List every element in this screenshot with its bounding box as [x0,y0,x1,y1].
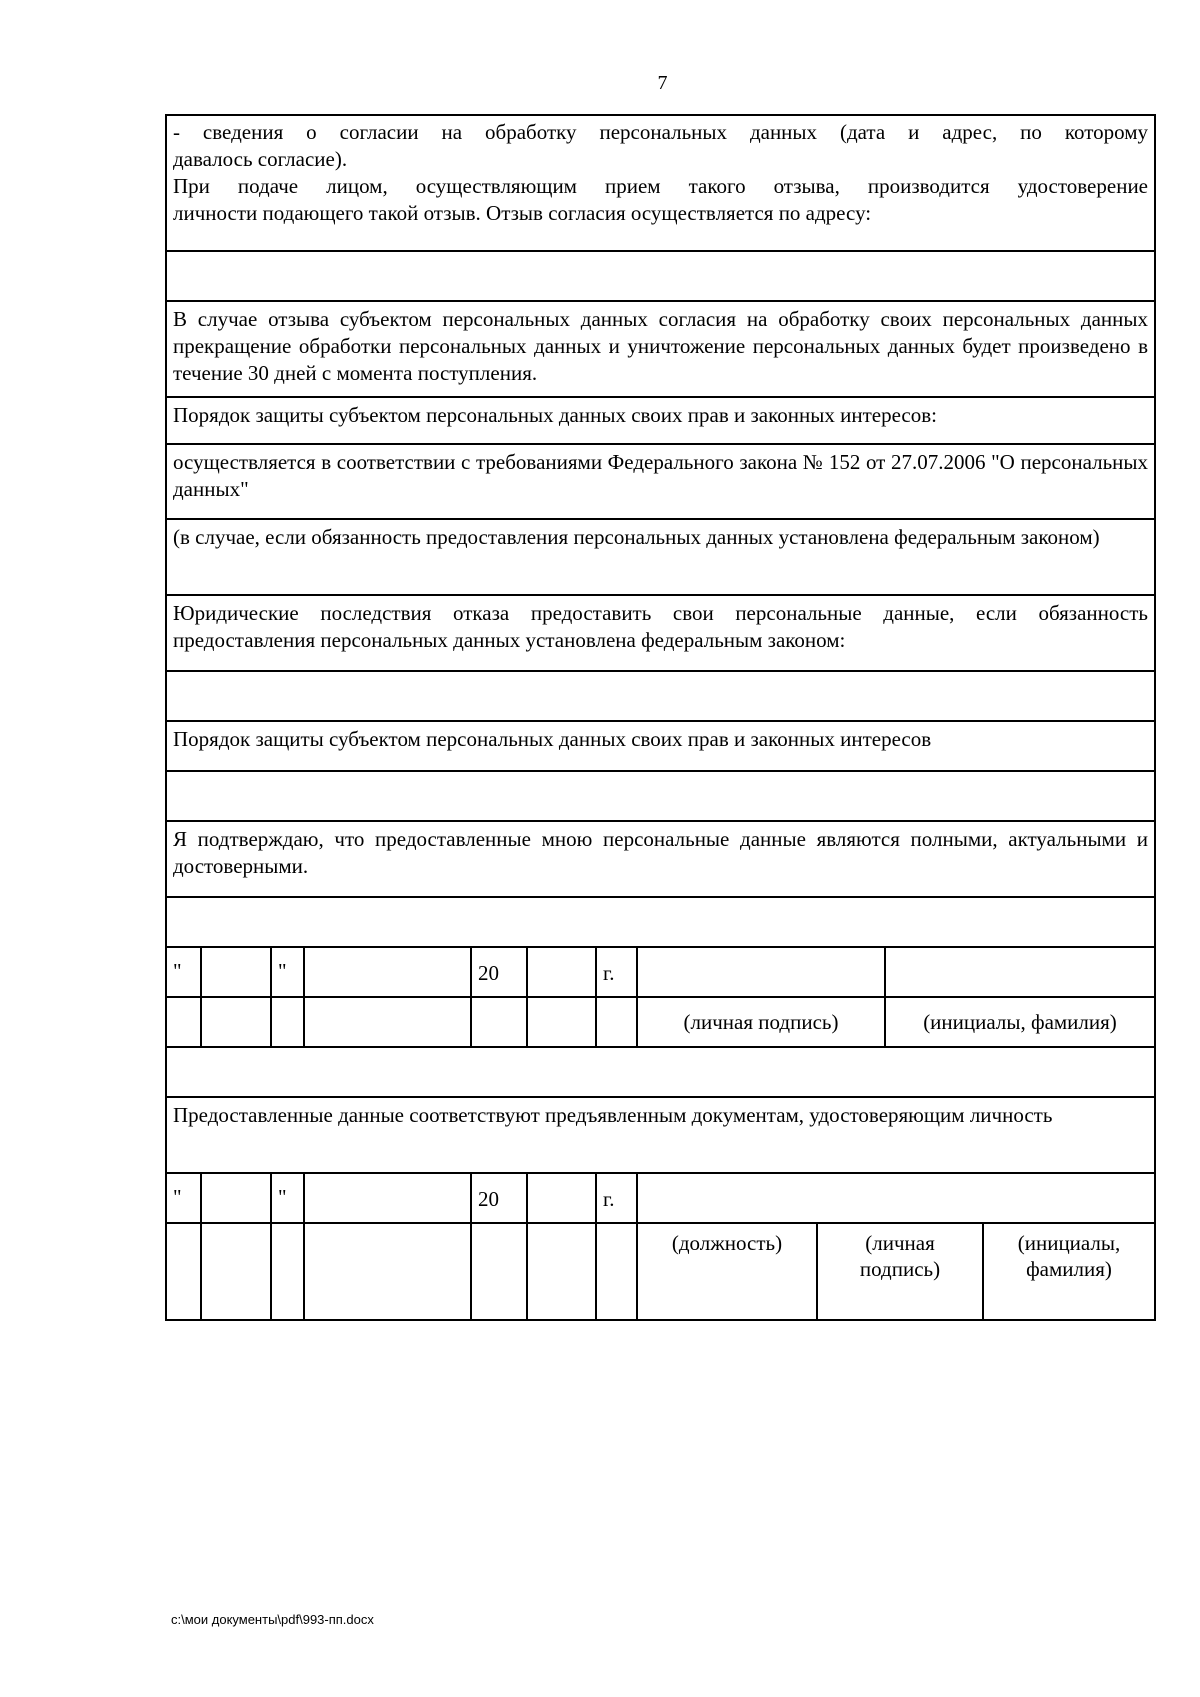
year-suffix-cell [595,1174,636,1321]
withdrawal-info-line: При подаче лицом, осуществляющим прием такого отзыва, производится удостоверение [173,174,1148,198]
year-suffix: г. [603,1187,615,1211]
consent-form-table [165,114,1156,1321]
blank-row [167,1046,1154,1096]
grid-row-divider [167,1222,1154,1224]
quote-close: " [278,1185,287,1209]
quote-open: " [173,959,182,983]
year-prefix: 20 [478,1187,499,1211]
day-field[interactable] [200,1174,270,1321]
withdrawal-info-line: личности подающего такой отзыв. Отзыв согласия осуществляется по адресу: [173,201,872,225]
name-cell [982,1224,1154,1321]
protection-procedure-field[interactable] [167,770,1154,820]
year-prefix-cell [470,1174,526,1321]
year-field[interactable] [526,1174,595,1321]
withdrawal-address-field[interactable] [167,250,1154,300]
name-label: (инициалы, фамилия) [923,1010,1117,1034]
protection-procedure-heading: Порядок защиты субъектом персональных данных своих прав и законных интересов: [167,396,1154,443]
signature-label: (личная подпись) [859,1231,941,1281]
quote-open: " [173,1185,182,1209]
federal-law-condition-text: (в случае, если обязанность предоставления персональных данных установлена федеральным законом) [167,518,1154,594]
applicant-signature-grid [167,946,1154,1046]
quote-close-cell [270,1174,303,1321]
refusal-consequences-field[interactable] [167,670,1154,720]
official-signature-grid [167,1172,1154,1321]
protection-procedure-label: Порядок защиты субъектом персональных данных своих прав и законных интересов [167,720,1154,770]
withdrawal-terms-text: В случае отзыва субъектом персональных данных согласия на обработку своих персональных данных прекращение обработки персональных данных и уничтожение персональных данных будет произведено в течение 30 дней с момента поступления. [167,300,1154,396]
quote-close: " [278,959,287,983]
year-suffix: г. [603,961,615,985]
position-cell [638,1224,816,1321]
protection-procedure-text: осуществляется в соответствии с требованиями Федерального закона № 152 от 27.07.2006 "О персональных данных" [167,443,1154,518]
data-confirmation-text: Я подтверждаю, что предоставленные мною персональные данные являются полными, актуальными и достоверными. [167,820,1154,896]
month-field[interactable] [303,1174,470,1321]
page-number: 7 [657,72,668,94]
grid-row-divider [167,996,1154,998]
year-prefix: 20 [478,961,499,985]
documents-match-text: Предоставленные данные соответствуют предъявленным документам, удостоверяющим личность [167,1096,1154,1172]
name-label: (инициалы, фамилия) [1017,1231,1121,1281]
right-block [636,1174,1154,1321]
position-label: (должность) [671,1231,783,1255]
footer-file-path: c:\мои документы\pdf\993-пп.docx [171,1612,374,1627]
quote-open-cell [167,1174,200,1321]
consent-withdrawal-info [167,116,1154,250]
withdrawal-info-line: давалось согласие). [173,147,348,171]
signature-cell [816,1224,982,1321]
refusal-consequences-text: Юридические последствия отказа предоставить свои персональные данные, если обязанность предоставления персональных данных установлена федеральным законом: [167,594,1154,670]
blank-row [167,896,1154,946]
signature-label: (личная подпись) [683,1010,839,1034]
withdrawal-info-line: - сведения о согласии на обработку персональных данных (дата и адрес, по которому [173,120,1148,144]
